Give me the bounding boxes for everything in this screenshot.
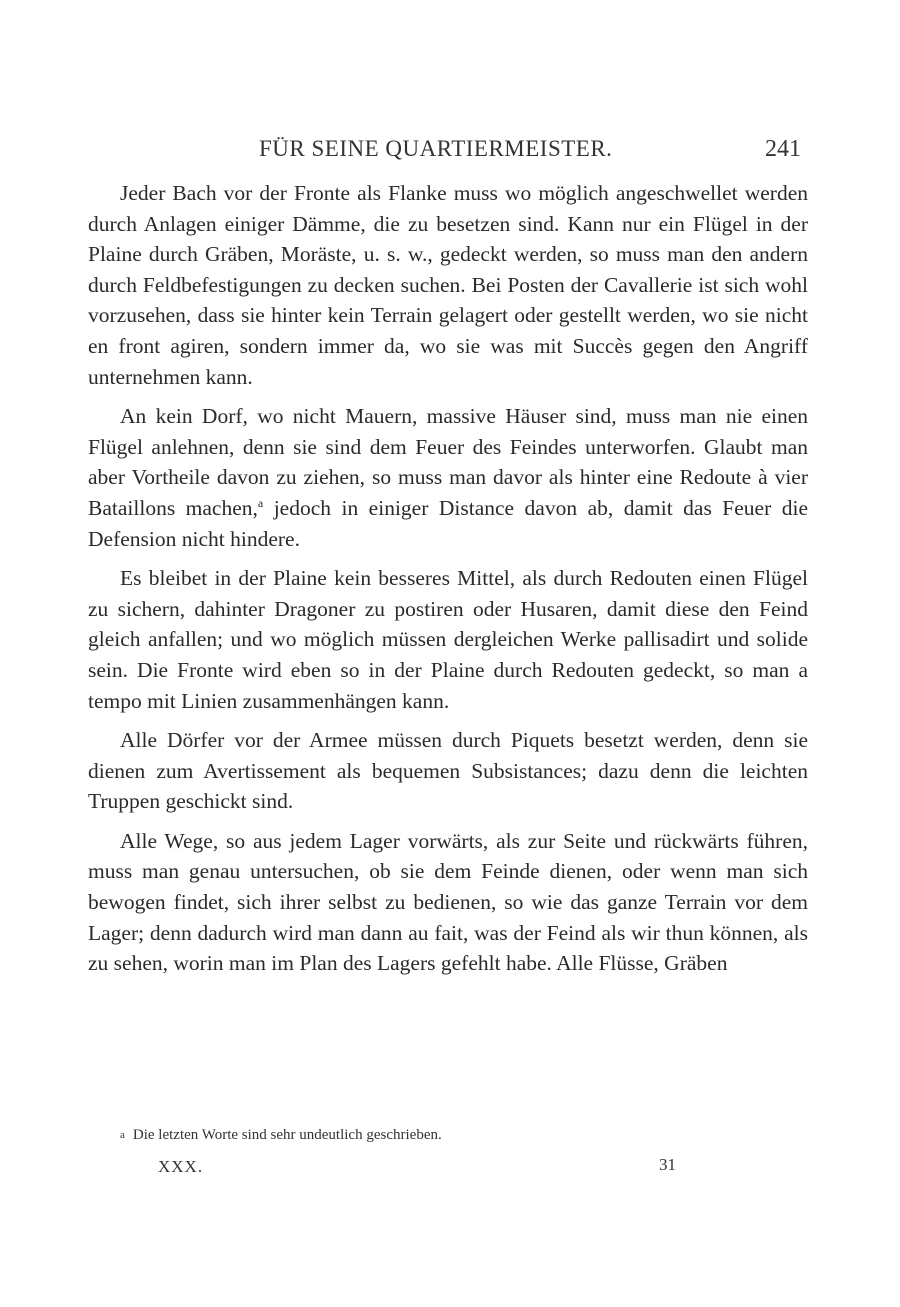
- footnote: [120, 1127, 442, 1144]
- body-text: [88, 178, 808, 979]
- paragraph: Jeder Bach vor der Fronte als Flanke muss wo möglich angeschwellet werden durch Anlagen einiger Dämme, die zu besetzen sind. Kann nur ein Flügel in der Plaine durch Gräben, Moräste, u. s. w., gedeckt werden, so muss man den andern durch Feldbefestigungen zu decken suchen. Bei Posten der Cavallerie ist sich wohl vorzusehen, dass sie hinter kein Terrain gelagert oder gestellt werden, wo sie nicht en front agiren, sondern immer da, wo sie was mit Succès gegen den Angriff unternehmen kann.: [88, 181, 808, 389]
- paragraph-text: jedoch in einiger Distance davon ab, damit das Feuer die Defension nicht hindere.: [88, 495, 808, 551]
- paragraph: Es bleibet in der Plaine kein besseres Mittel, als durch Redouten einen Flügel zu sichern, dahinter Dragoner zu postiren oder Husaren, damit diese den Feind gleich anfallen; und wo möglich müssen dergleichen Werke pallisadirt und solide sein. Die Fronte wird eben so in der Plaine durch Redouten gedeckt, so man a tempo mit Linien zusammenhängen kann.: [88, 566, 808, 713]
- paragraph: Alle Dörfer vor der Armee müssen durch Piquets besetzt werden, denn sie dienen zum Avertissement als bequemen Subsistances; dazu denn die leichten Truppen geschickt sind.: [88, 728, 808, 814]
- paragraph: Alle Wege, so aus jedem Lager vorwärts, als zur Seite und rückwärts führen, muss man genau untersuchen, ob sie dem Feinde dienen, oder wenn man sich bewogen findet, sich ihrer selbst zu bedienen, so wie das ganze Terrain vor dem Lager; denn dadurch wird man dann au fait, was der Feind als wir thun können, als zu sehen, worin man im Plan des Lagers gefehlt habe. Alle Flüsse, Gräben: [88, 828, 808, 976]
- paragraph-text: An kein Dorf, wo nicht Mauern, massive Häuser sind, muss man nie einen Flügel anlehnen, denn sie sind dem Feuer des Feindes unterworfen. Glaubt man aber Vortheile davon zu ziehen, so muss man davor als hinter eine Redoute à vier Bataillons machen,: [88, 404, 808, 520]
- footnote-marker: a: [257, 495, 264, 510]
- footnote-text: Die letzten Worte sind sehr undeutlich geschrieben.: [132, 1127, 442, 1143]
- page-number: 241: [765, 136, 801, 162]
- signature-mark: XXX.: [158, 1157, 204, 1176]
- paragraph: [88, 401, 808, 554]
- sheet-number: 31: [659, 1155, 676, 1174]
- running-head: FÜR SEINE QUARTIERMEISTER.: [259, 136, 613, 161]
- footnote-label: a: [120, 1129, 125, 1141]
